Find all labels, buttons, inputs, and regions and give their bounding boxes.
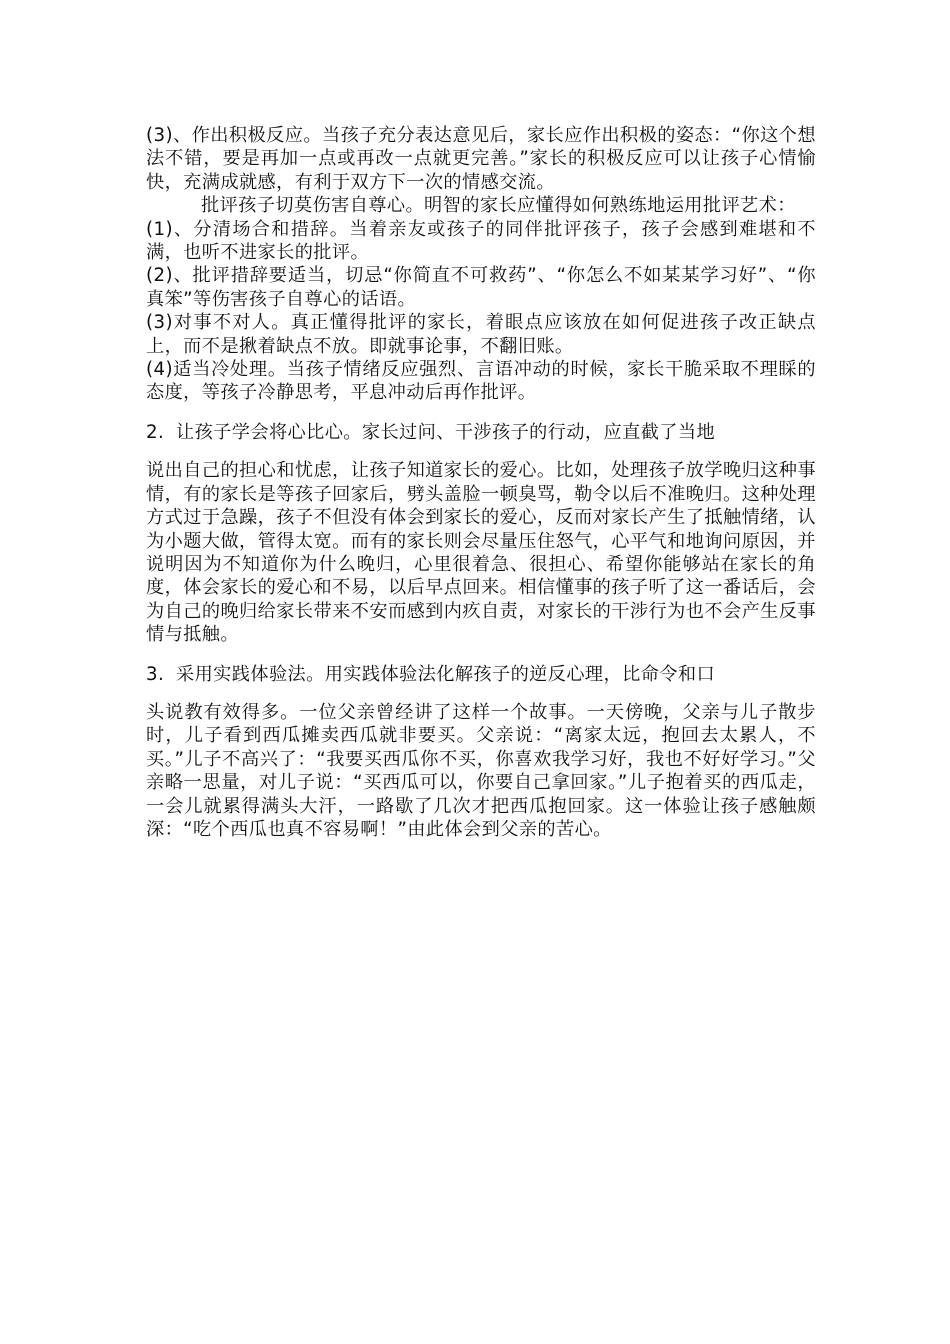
list-item-criticism-1: (1)、分清场合和措辞。当着亲友或孩子的同伴批评孩子，孩子会感到难堪和不满，也听不进家长的批评。 — [146, 218, 816, 264]
paragraph-positive-response: (3)、作出积极反应。当孩子充分表达意见后，家长应作出积极的姿态：“你这个想法不错，要是再加一点或再改一点就更完善。”家长的积极反应可以让孩子心情愉快，充满成就感，有利于双方下一次的情感交流。 — [146, 125, 816, 193]
section-3-heading-text: 采用实践体验法。用实践体验法化解孩子的逆反心理，比命令和口 — [176, 663, 716, 685]
section-2-heading-text: 让孩子学会将心比心。家长过问、干涉孩子的行动，应直截了当地 — [176, 421, 716, 443]
section-2 — [146, 421, 816, 647]
list-item-criticism-3: (3)对事不对人。真正懂得批评的家长，着眼点应该放在如何促进孩子改正缺点上，而不是揪着缺点不放。即就事论事，不翻旧账。 — [146, 312, 816, 357]
section-3-number: 3. — [146, 663, 165, 685]
section-2-body: 说出自己的担心和忧虑，让孩子知道家长的爱心。比如，处理孩子放学晚归这种事情，有的家长是等孩子回家后，劈头盖脸一顿臭骂，勒令以后不准晚归。这种处理方式过于急躁，孩子不但没有体会到家长的爱心，反而对家长产生了抵触情绪，认为小题大做，管得太宽。而有的家长则会尽量压住怒气，心平气和地询问原因，并说明因为不知道你为什么晚归，心里很着急、很担心、希望你能够站在家长的角度，体会家长的爱心和不易，以后早点回来。相信懂事的孩子听了这一番话后，会为自己的晚归给家长带来不安而感到内疚自责，对家长的干涉行为也不会产生反事情与抵触。 — [146, 460, 816, 646]
section-3-body: 头说教有效得多。一位父亲曾经讲了这样一个故事。一天傍晚，父亲与儿子散步时，儿子看到西瓜摊卖西瓜就非要买。父亲说：“离家太远，抱回去太累人，不买。”儿子不高兴了：“我要买西瓜你不买，你喜欢我学习好，我也不好好学习。”父亲略一思量，对儿子说：“买西瓜可以，你要自己拿回家。”儿子抱着买的西瓜走，一会儿就累得满头大汗，一路歇了几次才把西瓜抱回家。这一体验让孩子感触颇深：“吃个西瓜也真不容易啊！”由此体会到父亲的苦心。 — [146, 701, 816, 840]
document-page — [146, 124, 816, 841]
list-item-criticism-2: (2)、批评措辞要适当，切忌“你简直不可救药”、“你怎么不如某某学习好”、“你真笨”等伤害孩子自尊心的话语。 — [146, 265, 816, 310]
section-3 — [146, 663, 816, 842]
list-item-criticism-4: (4)适当冷处理。当孩子情绪反应强烈、言语冲动的时候，家长干脆采取不理睬的态度，等孩子冷静思考，平息冲动后再作批评。 — [146, 359, 816, 404]
section-2-number: 2. — [146, 421, 165, 443]
section-3-heading — [146, 663, 816, 686]
paragraph-criticism-intro: 批评孩子切莫伤害自尊心。明智的家长应懂得如何熟练地运用批评艺术： — [201, 195, 796, 217]
section-2-heading — [146, 421, 816, 444]
